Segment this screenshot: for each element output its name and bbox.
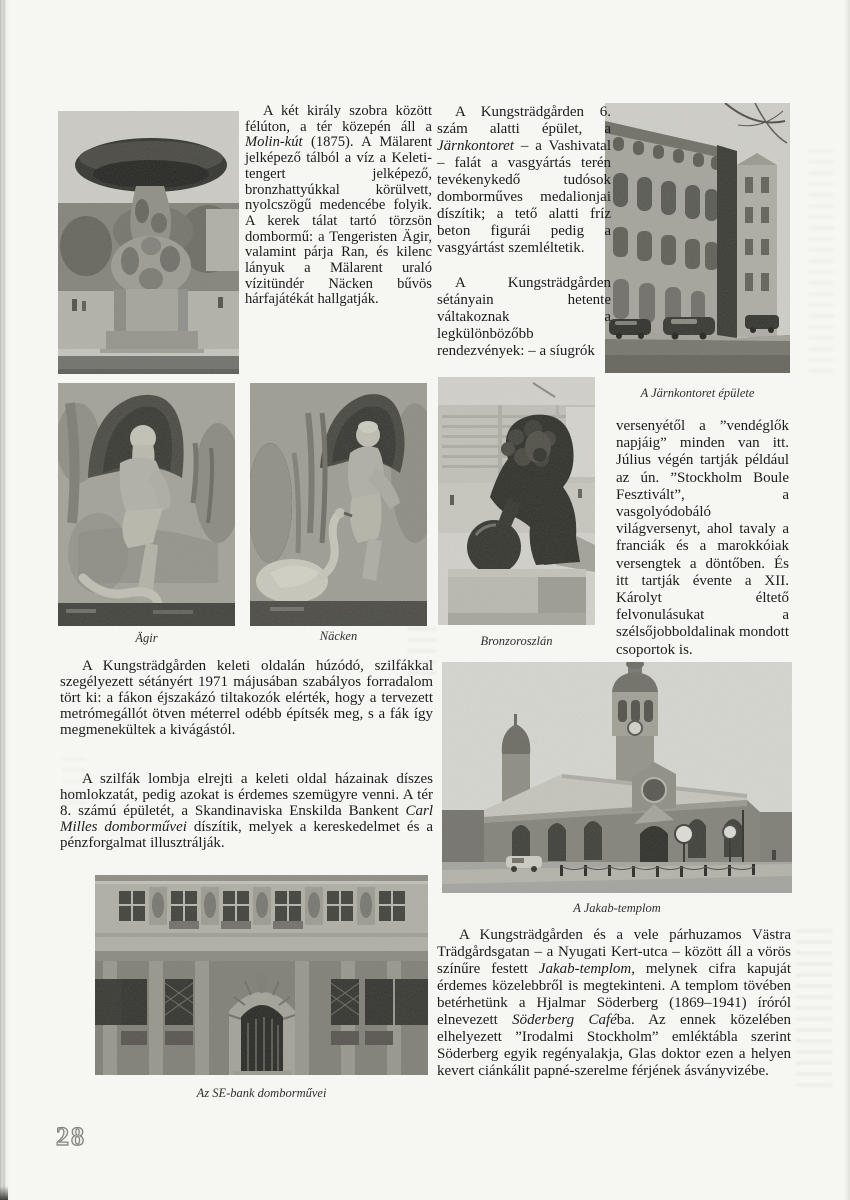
photo-bronze-lion	[438, 377, 595, 625]
jakab-church-illustration	[442, 662, 792, 893]
jarnkontoret-illustration	[605, 103, 790, 373]
molin-fountain-illustration	[58, 111, 239, 374]
paragraph-molin: A két király szobra között félúton, a tér közepén áll a Molin-kút (1875). A Mälarent jelképező tálból a víz a Keleti-tengert jelképező, bronzhattyúkkal körülvett, nyolcszögű medencébe folyik. A kerek tálat tartó törzsön dombormű: a Tengeristen Ägir, valamint párja Ran, és kilenc lányuk a Mälarent uraló vízitündér Näcken bűvös hárfajátékát hallgatják.	[245, 103, 432, 308]
photo-jarnkontoret-building	[605, 103, 790, 373]
caption-jarnkontoret: A Järnkontoret épülete	[640, 386, 755, 400]
bleedthrough-artifact	[808, 150, 834, 380]
photo-agir-relief	[58, 383, 235, 626]
paragraph-events-continued: versenyétől a ”vendéglők napjáig” minden van itt. Július végén tartják például az ún. ”Stockholm Boule Fesztivált”, a vasgolyódobáló világversenyt, ahol tavaly a franciák és a marokkóiak versengtek a döntőben. És itt tartják évente a XII. Károlyt éltető felvonulásukat a szélsőjobboldalinak mondott csoportok is.	[616, 418, 789, 658]
bleedthrough-artifact	[408, 628, 436, 674]
caption-nacken: Näcken	[319, 629, 358, 643]
caption-se-bank: Az SE-bank domborművei	[196, 1086, 327, 1100]
bleedthrough-artifact	[796, 930, 832, 1095]
page-number: 28	[56, 1122, 86, 1151]
nacken-illustration	[250, 383, 427, 626]
scan-right-edge	[844, 0, 850, 1200]
se-bank-illustration	[95, 875, 428, 1075]
bleedthrough-artifact	[62, 758, 86, 810]
scan-left-edge	[0, 0, 10, 1200]
photo-nacken-relief	[250, 383, 427, 626]
caption-agir: Ägir	[135, 631, 158, 645]
paragraph-jarnkontoret: A Kungsträdgården 6. szám alatti épület, a Järnkontoret – a Vashivatal – falát a vasgyártás terén tevékenykedő tudósok domborműves medalionjai díszítik; a tető alatti fríz beton figurái pedig a vasgyártást szemléltetik.	[437, 104, 611, 256]
photo-se-bank-facade	[95, 875, 428, 1075]
bronze-lion-illustration	[438, 377, 595, 625]
caption-bronze-lion: Bronzoroszlán	[480, 634, 553, 648]
photo-jakab-church	[442, 662, 792, 893]
paragraph-jakab-church: A Kungsträdgården és a vele párhuzamos Västra Trädgårdsgatan – a Nyugati Kert-utca – között áll a vörös színűre festett Jakab-templom, melynek cifra kapuját érdemes közelebbről is megtekinteni. A templom tövében betérhetünk a Hjalmar Söderberg (1869–1941) íróról elnevezett Söderberg Caféba. Az ennek közelében elhelyezett ”Irodalmi Stockholm” emléktábla szerint Söderberg egyik regényalakja, Glas doktor ezen a helyen kevert ciánkálit papné-szerelme férjének ásványvizébe.	[437, 927, 792, 1079]
agir-illustration	[58, 383, 235, 626]
column-jarnkontoret	[437, 104, 611, 378]
caption-jakab: A Jakab-templom	[573, 901, 661, 915]
paragraph-events-intro: A Kungsträdgården sétányain hetente váltakoznak a legkülönbözőbb rendezvények: – a síugrók	[437, 275, 611, 359]
paragraph-elm-revolution: A Kungsträdgården keleti oldalán húzódó, szilfákkal szegélyezett sétányért 1971 májusában szabályos forradalom tört ki: a fákon éjszakázó tiltakozók elérték, hogy a tervezett metrómegállót ötven méterrel odébb építsék meg, s a fák így megmenekültek a kivágástól.	[60, 658, 433, 738]
scan-corner-smudge	[0, 1186, 8, 1200]
paragraph-east-facades: A szilfák lombja elrejti a keleti oldal házainak díszes homlokzatát, pedig azokat is érdemes szemügyre venni. A tér 8. számú épületét, a Skandinaviska Enskilda Bankent Carl Milles domborművei díszítik, melyek a kereskedelmet és a pénzforgalmat illusztrálják.	[60, 771, 434, 851]
photo-molin-fountain	[58, 111, 239, 374]
